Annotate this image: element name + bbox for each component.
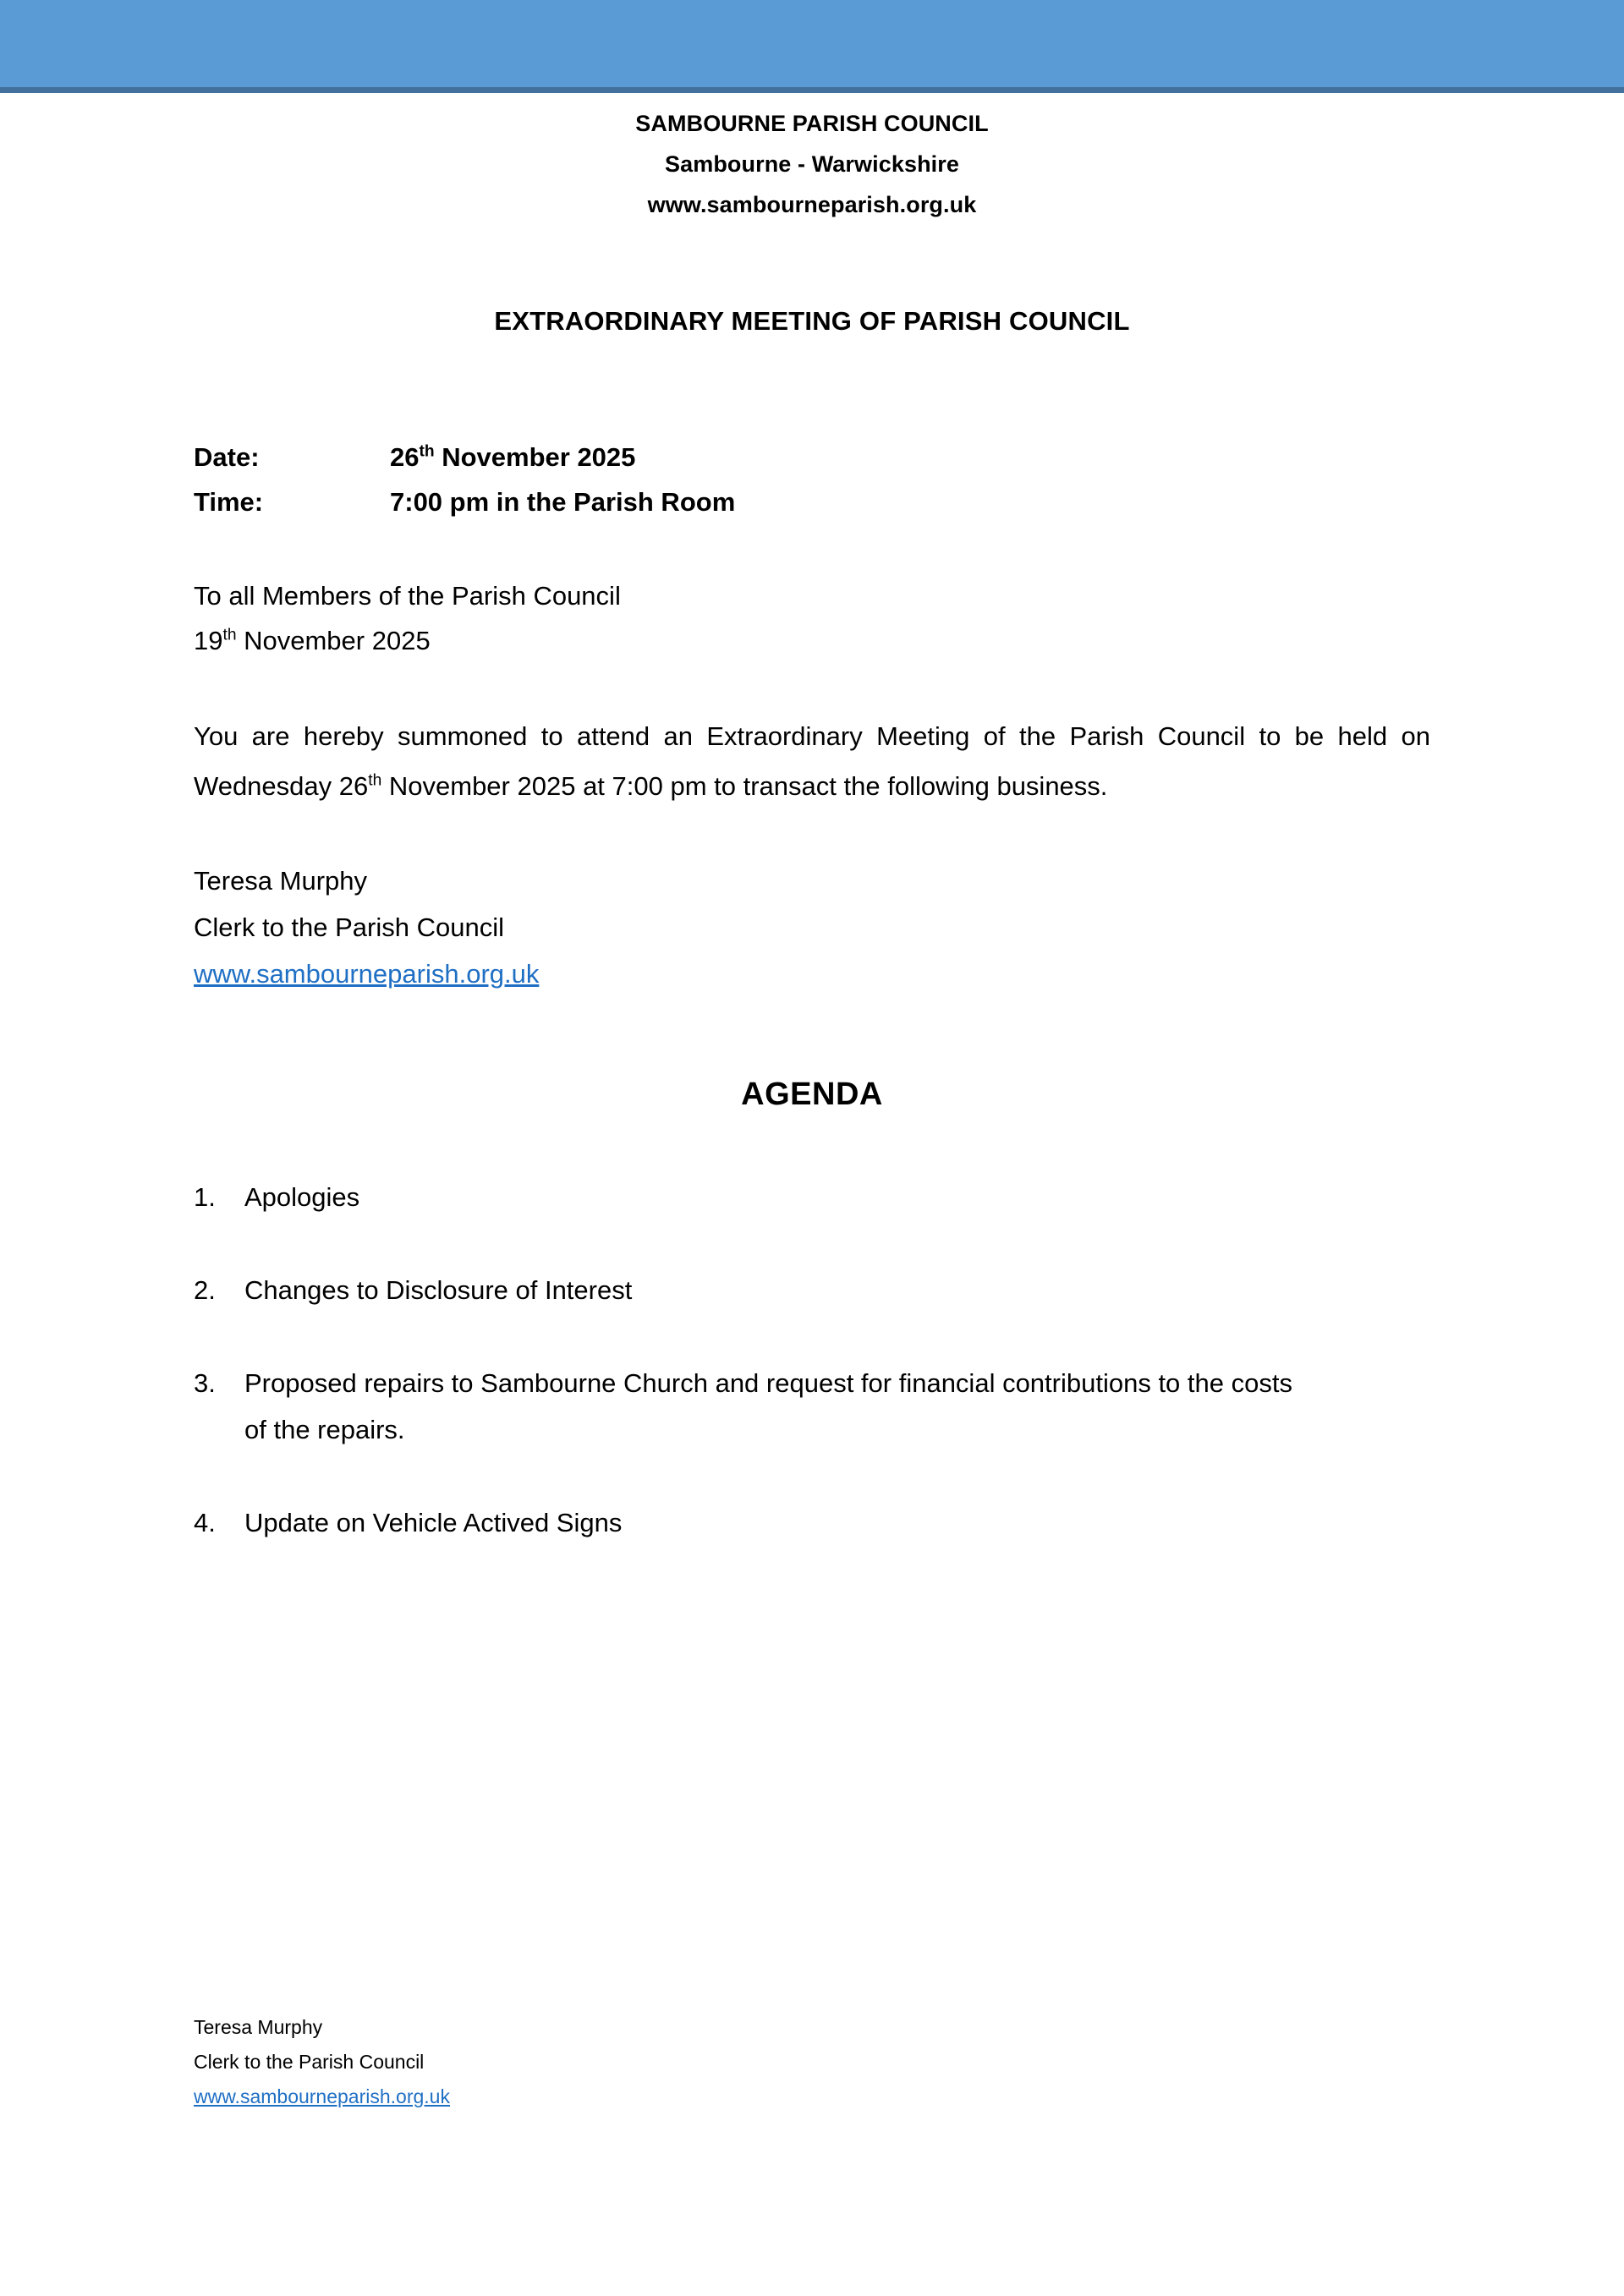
meeting-time-row xyxy=(194,479,1430,524)
summons-date-ordinal: th xyxy=(368,771,382,790)
signature-block xyxy=(194,858,1430,997)
decorative-header-band xyxy=(0,0,1624,87)
meeting-date-day: 26 xyxy=(390,442,420,472)
letterhead xyxy=(194,103,1430,225)
agenda-item xyxy=(194,1174,1302,1220)
meeting-date-rest: November 2025 xyxy=(434,442,636,472)
notice-date-rest: November 2025 xyxy=(236,626,431,655)
notice-date-ordinal: th xyxy=(222,626,237,644)
meeting-time-label: Time: xyxy=(194,487,264,517)
letterhead-organisation: SAMBOURNE PARISH COUNCIL xyxy=(635,111,989,136)
meeting-time-value: 7:00 pm in the Parish Room xyxy=(390,487,736,517)
summons-text-part2: November 2025 at 7:00 pm to transact the following business. xyxy=(381,771,1108,801)
notice-date xyxy=(194,618,1430,663)
meeting-date-ordinal: th xyxy=(419,442,435,461)
document-content xyxy=(194,103,1430,2107)
decorative-header-rule xyxy=(0,87,1624,93)
footer-clerk-role: Clerk to the Parish Council xyxy=(194,2051,425,2073)
notice-date-day: 19 xyxy=(194,626,223,655)
agenda-item-text: Apologies xyxy=(244,1182,360,1212)
agenda-item-text: Update on Vehicle Actived Signs xyxy=(244,1508,623,1537)
meeting-details xyxy=(194,435,1430,524)
agenda-item-number: 1. xyxy=(194,1182,216,1212)
footer-block xyxy=(194,2010,1430,2114)
agenda-list xyxy=(194,1174,1430,1546)
agenda-item xyxy=(194,1360,1302,1453)
agenda-item xyxy=(194,1499,1302,1546)
agenda-item-number: 2. xyxy=(194,1275,216,1305)
meeting-date-row xyxy=(194,435,1430,479)
agenda-item-number: 4. xyxy=(194,1508,216,1537)
meeting-date-label: Date: xyxy=(194,442,260,472)
summons-paragraph xyxy=(194,711,1430,811)
agenda-item-text: Changes to Disclosure of Interest xyxy=(244,1275,633,1305)
addressee-block xyxy=(194,573,1430,663)
clerk-name: Teresa Murphy xyxy=(194,866,368,896)
clerk-role: Clerk to the Parish Council xyxy=(194,912,504,942)
document-page xyxy=(0,93,1624,2107)
agenda-item xyxy=(194,1267,1302,1313)
agenda-item-text: Proposed repairs to Sambourne Church and request for financial contributions to the costs of the repairs. xyxy=(244,1368,1292,1444)
addressee-line: To all Members of the Parish Council xyxy=(194,581,621,611)
letterhead-website: www.sambourneparish.org.uk xyxy=(647,192,977,217)
agenda-item-number: 3. xyxy=(194,1368,216,1398)
website-link[interactable]: www.sambourneparish.org.uk xyxy=(194,959,540,989)
meeting-date-value xyxy=(390,435,635,479)
footer-website-link[interactable]: www.sambourneparish.org.uk xyxy=(194,2085,450,2107)
letterhead-location: Sambourne - Warwickshire xyxy=(665,151,959,177)
document-title: EXTRAORDINARY MEETING OF PARISH COUNCIL xyxy=(494,306,1130,336)
agenda-heading: AGENDA xyxy=(741,1077,883,1112)
footer-clerk-name: Teresa Murphy xyxy=(194,2016,323,2038)
summons-text-part1: You are hereby summoned to attend an Extraordinary Meeting of the Parish Council to be held on Wednesday 26 xyxy=(194,721,1430,801)
